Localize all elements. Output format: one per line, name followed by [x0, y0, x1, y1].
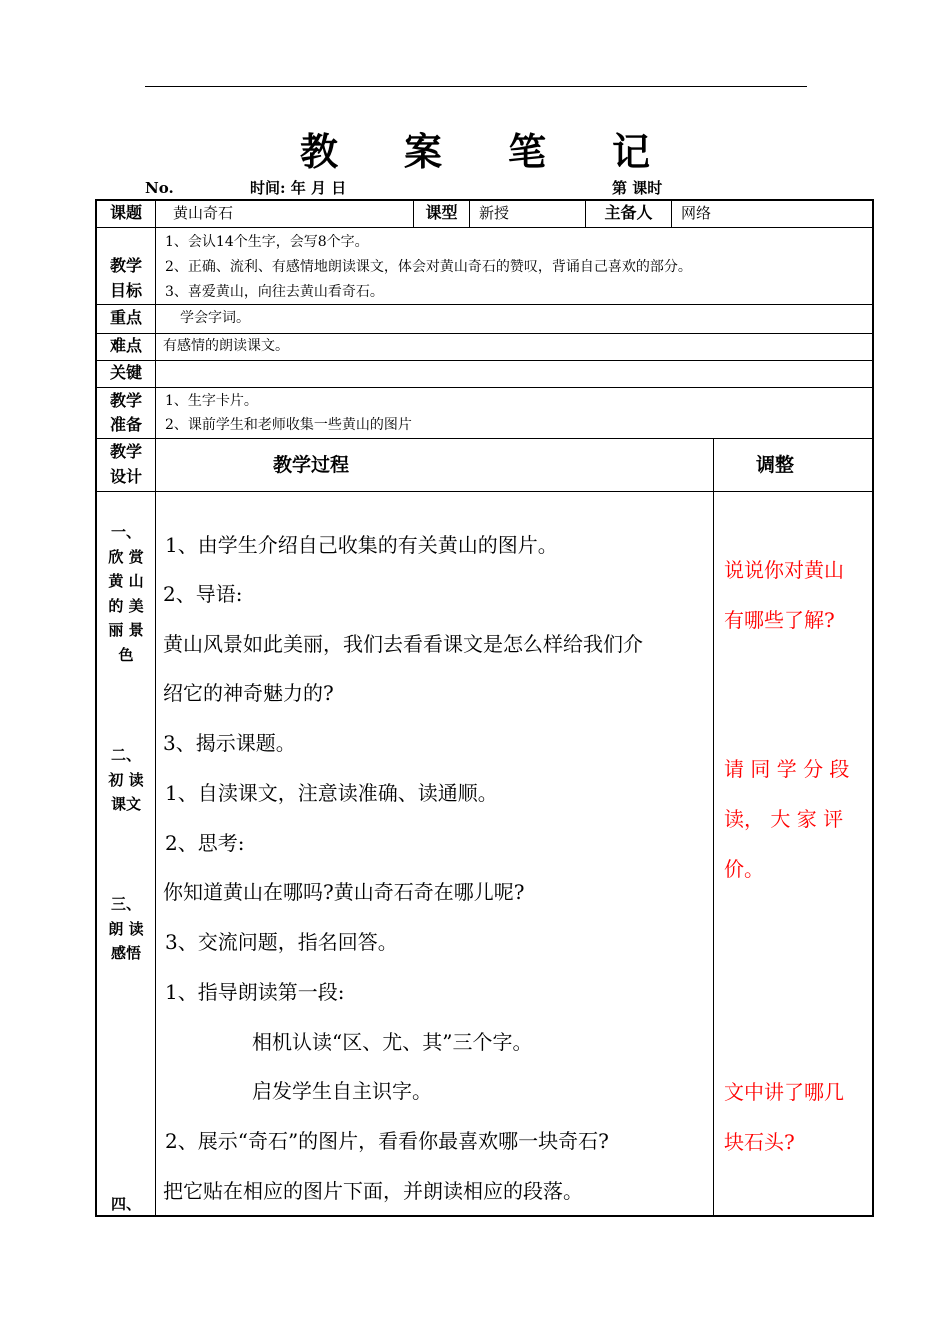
section-text: 初 读 [108, 770, 144, 789]
section-label-3 [104, 892, 148, 966]
difficulty-value: 有感情的朗读课文。 [163, 338, 289, 354]
design-label-2: 设计 [109, 467, 142, 486]
row-divider [95, 227, 874, 228]
author-value: 网络 [681, 204, 712, 222]
title-char: 案 [403, 129, 442, 174]
difficulty-label: 难点 [109, 336, 142, 355]
column-divider [469, 199, 470, 227]
process-line: 2、思考: [165, 831, 245, 855]
adjust-note-1 [724, 545, 864, 645]
section-text: 四、 [110, 1195, 141, 1213]
goal-line: 2、正确、流利、有感情地朗读课文，体会对黄山奇石的赞叹，背诵自己喜欢的部分。 [165, 259, 692, 275]
process-line: 2、导语: [163, 582, 243, 606]
section-text: 课文 [110, 795, 141, 813]
note-text: 说说你对黄山 [724, 558, 844, 582]
note-text: 文中讲了哪几 [724, 1080, 844, 1104]
prep-label-2: 准备 [109, 415, 142, 434]
section-label-4 [104, 1192, 148, 1217]
note-text: 块石头? [724, 1130, 795, 1154]
section-text: 三、 [110, 895, 141, 913]
process-line: 黄山风景如此美丽，我们去看看课文是怎么样给我们介 [163, 632, 643, 656]
date-label: 时间: 年 月 日 [250, 179, 347, 197]
section-text: 欣 赏 [108, 547, 144, 566]
note-text: 请 同 学 分 段 [724, 757, 850, 781]
prep-line: 1、生字卡片。 [165, 393, 258, 409]
row-divider [95, 360, 874, 361]
process-line: 绍它的神奇魅力的? [163, 681, 334, 705]
row-divider [95, 438, 874, 439]
prep-label: 教学 [109, 391, 142, 410]
process-line: 1、自渎课文，注意读准确、读通顺。 [165, 781, 498, 805]
period-label: 第 课时 [612, 179, 663, 197]
section-text: 丽 景 [108, 621, 144, 639]
adjust-note-2 [724, 744, 864, 894]
goals-label: 教学 [109, 256, 142, 275]
row-divider [95, 387, 874, 388]
page-title [0, 128, 950, 176]
section-label-1 [104, 520, 148, 667]
process-header: 教学过程 [273, 454, 350, 476]
process-line: 1、由学生介绍自己收集的有关黄山的图片。 [165, 533, 558, 557]
section-text: 一、 [110, 523, 141, 541]
section-text: 色 [118, 645, 134, 664]
process-line: 2、展示“奇石”的图片，看看你最喜欢哪一块奇石? [165, 1129, 609, 1153]
key-point-label: 重点 [109, 308, 142, 327]
goal-line: 3、喜爱黄山，向往去黄山看奇石。 [165, 284, 384, 300]
row-divider [95, 491, 874, 492]
adjust-header: 调整 [756, 454, 795, 476]
column-divider [671, 199, 672, 227]
process-line: 启发学生自主识字。 [252, 1079, 432, 1103]
number-label: No. [145, 179, 174, 197]
type-value: 新授 [479, 204, 510, 222]
author-label: 主备人 [604, 203, 653, 222]
process-line: 1、指导朗读第一段: [165, 980, 345, 1004]
process-line: 把它贴在相应的图片下面，并朗读相应的段落。 [163, 1179, 583, 1203]
section-text: 感悟 [110, 944, 141, 962]
title-char: 教 [299, 129, 338, 174]
key-point-value: 学会字词。 [180, 310, 250, 326]
section-label-2 [104, 743, 148, 817]
goals-label-2: 目标 [109, 281, 142, 300]
section-text: 黄 山 [108, 572, 144, 590]
note-text: 读， 大 家 评 [724, 807, 844, 831]
adjust-note-3 [724, 1067, 864, 1167]
process-line: 你知道黄山在哪吗?黄山奇石奇在哪儿呢? [163, 880, 525, 904]
topic-value: 黄山奇石 [173, 204, 234, 222]
section-text: 的 美 [108, 596, 144, 615]
title-char: 笔 [508, 129, 547, 174]
process-line: 3、交流问题，指名回答。 [165, 930, 398, 954]
key-link-label: 关键 [109, 363, 142, 382]
column-divider [713, 438, 714, 1217]
top-rule [145, 86, 807, 87]
design-label: 教学 [109, 442, 142, 461]
goal-line: 1、会认14个生字，会写8个字。 [165, 234, 369, 250]
process-line: 相机认读“区、尤、其”三个字。 [252, 1030, 533, 1054]
type-label: 课型 [425, 203, 458, 222]
prep-line: 2、课前学生和老师收集一些黄山的图片 [165, 417, 412, 433]
process-line: 3、揭示课题。 [163, 731, 296, 755]
note-text: 价。 [724, 857, 764, 881]
title-char: 记 [612, 129, 651, 174]
note-text: 有哪些了解? [724, 608, 835, 632]
section-text: 朗 读 [108, 919, 144, 938]
section-text: 二、 [110, 746, 141, 764]
topic-label: 课题 [109, 203, 142, 222]
column-divider [155, 199, 156, 1217]
